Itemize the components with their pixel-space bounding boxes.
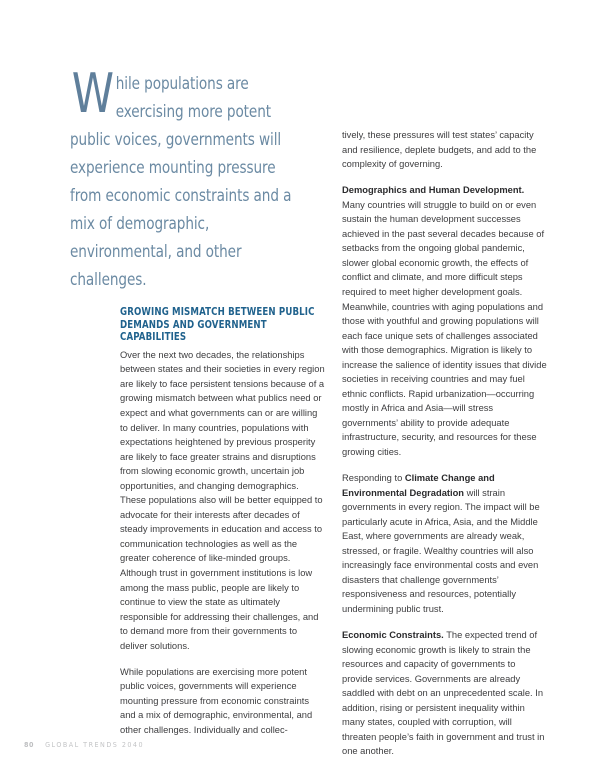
- paragraph: [342, 628, 548, 759]
- pull-quote-rest: public voices, governments will experience mounting pressure from economic constraints and a mix of demographic, environmental, and other challenges.: [70, 130, 292, 290]
- right-column: [342, 128, 548, 759]
- paragraph: [342, 471, 548, 616]
- paragraph-text: The expected trend of slowing economic growth is likely to strain the resources and capacity of governments to provide services. Governments are already saddled with debt on an unprecedented scale. In addition, rising or persistent inequality within many states, coupled with corruption, will threaten people’s faith in government and trust in one another.: [342, 630, 545, 757]
- run-in-heading: Demographics and Human Development.: [342, 185, 525, 196]
- page-number: 80: [24, 740, 35, 749]
- run-in-heading: Climate Change and Environmental Degradation: [342, 473, 495, 498]
- paragraph-prefix: Responding to: [342, 473, 405, 484]
- pull-quote: [70, 62, 301, 294]
- section-heading: GROWING MISMATCH BETWEEN PUBLIC DEMANDS AND GOVERNMENT CAPABILITIES: [120, 306, 315, 344]
- paragraph: [342, 128, 548, 172]
- paragraph-text: tively, these pressures will test states’ capacity and resilience, deplete budgets, and add to the complexity of governing.: [342, 130, 537, 170]
- publication-title: GLOBAL TRENDS 2040: [45, 740, 145, 749]
- paragraph: [342, 183, 548, 459]
- left-column: [120, 306, 326, 738]
- paragraph: Over the next two decades, the relationships between states and their societies in every region are likely to face persistent tensions because of a growing mismatch between what publics need or expect and what governments can or are willing to deliver. In many countries, populations with expectations heightened by previous prosperity are likely to face greater strains and disruptions from slowing economic growth, uncertain job opportunities, and changing demographics. These populations also will be better equipped to advocate for their interests after decades of steady improvements in education and access to communication technologies as well as the greater coherence of like-minded groups. Although trust in government institutions is low among the mass public, people are likely to continue to view the state as ultimately responsible for addressing their challenges, and to demand more from their governments to deliver solutions.: [120, 349, 325, 651]
- paragraph-text: will strain governments in every region. The impact will be particularly acute in Africa, Asia, and the Middle East, where governments are already weak, stressed, or fragile. Wealthy countries will also increasingly face environmental costs and even disasters that challenge governments’ responsiveness and resources, potentially undermining public trust.: [342, 487, 540, 614]
- paragraph: While populations are exercising more potent public voices, governments will experience mounting pressure from economic constraints and a mix of demographic, environmental, and other challenges. Individually and collec-: [120, 666, 313, 735]
- paragraph-text: Many countries will struggle to build on or even sustain the human development successes achieved in the past several decades because of setbacks from the ongoing global pandemic, slower global economic growth, the effects of conflict and climate, and more difficult steps required to meet higher development goals. Meanwhile, countries with aging populations and those with youthful and growing populations will each face unique sets of challenges associated with those demographics. Migration is likely to increase the salience of identity issues that divide societies in receiving countries and may fuel ethnic conflicts. Rapid urbanization—occurring mostly in Africa and Asia—will stress governments’ ability to provide adequate infrastructure, security, and resources for these growing cities.: [342, 199, 547, 457]
- pull-quote-dropcap: W: [71, 62, 114, 125]
- pull-quote-line-2: exercising more potent: [115, 102, 271, 122]
- run-in-heading: Economic Constraints.: [342, 630, 444, 640]
- pull-quote-line-1: hile populations are: [115, 74, 249, 94]
- page-footer: [24, 740, 144, 749]
